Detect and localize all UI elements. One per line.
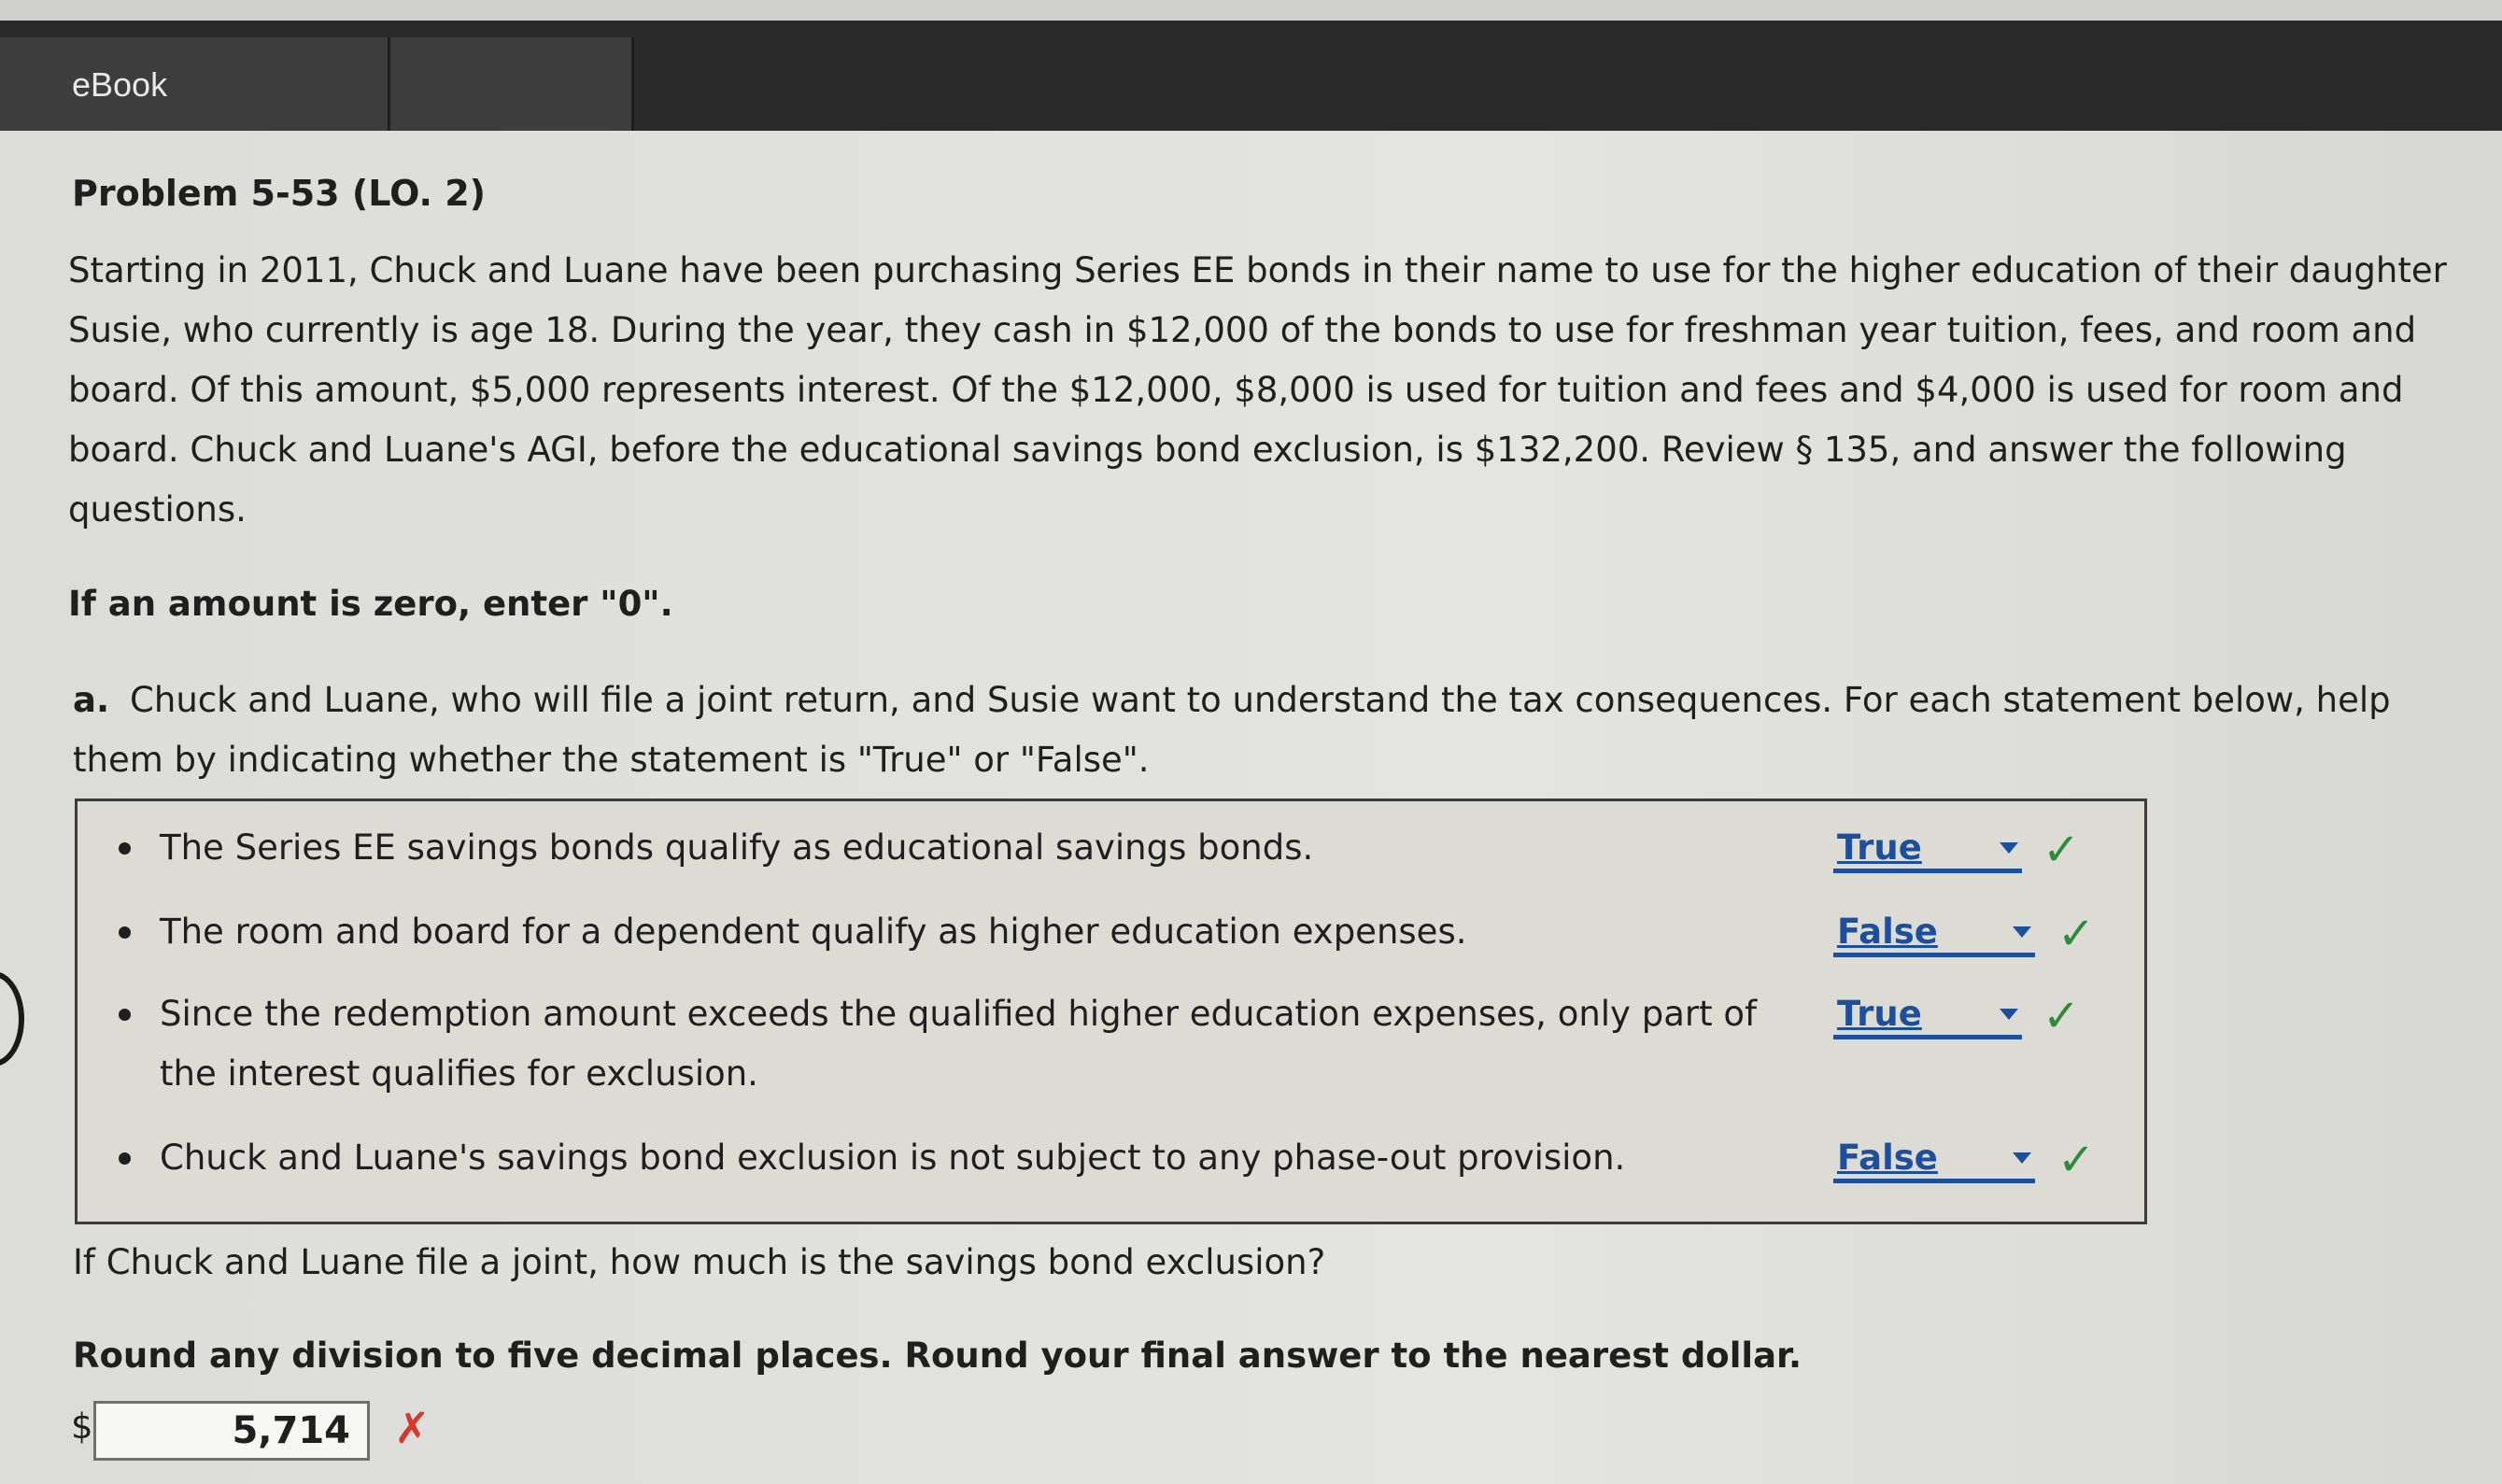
tab-ebook[interactable] [0,37,390,131]
incorrect-icon: ✗ [394,1403,431,1453]
part-a-label: a. [73,680,110,720]
chevron-down-icon [2000,842,2018,854]
bullet [119,842,131,855]
part-a-instruction [73,671,2464,790]
part-a-text: Chuck and Luane, who will file a joint return, and Susie want to understand the tax consequences. For each statement below, help them by indicating whether the statement is "True" or "False". [73,680,2391,780]
exclusion-question: If Chuck and Luane file a joint, how much is the savings bond exclusion? [73,1242,1326,1282]
select-value: True [1837,827,1922,868]
bullet [119,926,131,939]
problem-paragraph: Starting in 2011, Chuck and Luane have been purchasing Series EE bonds in their name to use for the higher education of their daughter Susie, who currently is age 18. During the year, they cash in $12,000 of the bonds to use for freshman year tuition, fees, and room and board. Of this amount, $5,000 represents interest. Of the $12,000, $8,000 is used for tuition and fees and $4,000 is used for room and board. Chuck and Luane's AGI, before the educational savings bond exclusion, is $132,200. Review § 135, and answer the following questions. [68,250,2447,530]
statement-text: The Series EE savings bonds qualify as educational savings bonds. [160,827,1314,868]
rounding-note: Round any division to five decimal places. Round your final answer to the nearest dollar. [73,1336,1802,1376]
exclusion-input[interactable] [93,1401,370,1461]
check-icon: ✓ [2043,990,2081,1042]
top-strip [0,0,2502,21]
bullet [119,1152,131,1165]
chevron-down-icon [2013,926,2031,938]
answer-select-2[interactable] [1833,912,2035,957]
tab-bar [0,21,2502,131]
check-icon: ✓ [2057,1134,2096,1186]
currency-symbol: $ [71,1406,93,1447]
chevron-down-icon [2000,1009,2018,1020]
answer-select-3[interactable] [1833,994,2022,1039]
bullet [119,1009,131,1021]
statement-text: Chuck and Luane's savings bond exclusion is not subject to any phase-out provision. [160,1138,1626,1178]
statement-text: The room and board for a dependent qualify as higher education expenses. [160,912,1467,952]
check-icon: ✓ [2043,824,2081,876]
problem-content [0,131,2502,1484]
zero-note: If an amount is zero, enter "0". [68,584,673,624]
select-value: False [1837,1138,1938,1178]
answer-select-1[interactable] [1833,827,2022,873]
select-value: False [1837,912,1938,952]
tab-ebook-label: eBook [72,65,168,104]
chevron-down-icon [2013,1152,2031,1164]
problem-title: Problem 5-53 (LO. 2) [72,173,487,214]
answer-select-4[interactable] [1833,1138,2035,1183]
statement-text: Since the redemption amount exceeds the qualified higher education expenses, only part of the interest qualifies for exclusion. [160,994,1758,1094]
tab-secondary[interactable] [390,37,634,131]
select-value: True [1837,994,1922,1034]
check-icon: ✓ [2057,908,2096,960]
true-false-panel [75,799,2147,1224]
